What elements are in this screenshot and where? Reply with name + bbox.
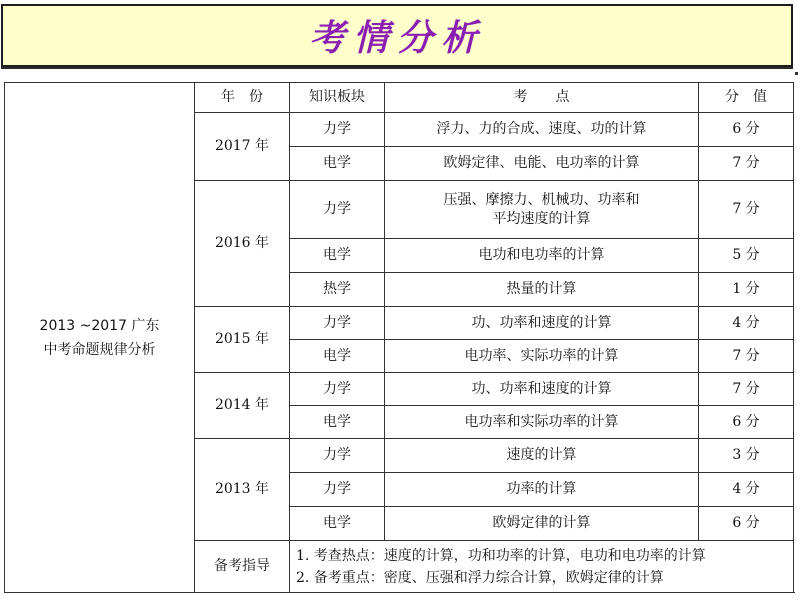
module-cell: 力学	[290, 113, 385, 147]
score-cell: 5 分	[699, 239, 794, 273]
module-cell: 力学	[290, 439, 385, 473]
page-title: 考情分析	[308, 17, 485, 59]
score-cell: 1 分	[699, 273, 794, 307]
module-cell: 力学	[290, 373, 385, 406]
header-row	[5, 83, 794, 113]
header-score: 分 值	[699, 83, 794, 113]
module-cell: 电学	[290, 147, 385, 181]
side-label-line2: 中考命题规律分析	[43, 341, 156, 358]
header-point: 考 点	[385, 83, 699, 113]
score-cell: 4 分	[699, 307, 794, 340]
score-cell: 7 分	[699, 147, 794, 181]
point-cell: 功、功率和速度的计算	[385, 373, 699, 406]
guide-line-2: 2. 备考重点：密度、压强和浮力综合计算，欧姆定律的计算	[296, 569, 664, 586]
point-cell: 功、功率和速度的计算	[385, 307, 699, 340]
guide-cell	[290, 541, 794, 593]
score-cell: 7 分	[699, 373, 794, 406]
header-year: 年 份	[195, 83, 290, 113]
corner-dot	[795, 72, 798, 75]
exam-analysis-table	[4, 82, 794, 593]
score-cell: 6 分	[699, 113, 794, 147]
score-cell: 3 分	[699, 439, 794, 473]
title-banner	[1, 4, 793, 67]
module-cell: 热学	[290, 273, 385, 307]
side-label-line1: 2013 ~2017 广东	[39, 317, 160, 334]
module-cell: 电学	[290, 239, 385, 273]
score-cell: 7 分	[699, 181, 794, 239]
point-cell: 电功和电功率的计算	[385, 239, 699, 273]
header-module: 知识板块	[290, 83, 385, 113]
point-cell: 电功率、实际功率的计算	[385, 340, 699, 373]
point-cell: 功率的计算	[385, 473, 699, 507]
guide-line-1: 1. 考查热点：速度的计算，功和功率的计算，电功和电功率的计算	[296, 547, 706, 564]
module-cell: 力学	[290, 473, 385, 507]
module-cell: 电学	[290, 340, 385, 373]
score-cell: 6 分	[699, 507, 794, 541]
point-cell	[385, 181, 699, 239]
year-cell: 2013 年	[195, 439, 290, 541]
point-cell: 欧姆定律的计算	[385, 507, 699, 541]
point-cell: 浮力、力的合成、速度、功的计算	[385, 113, 699, 147]
point-line: 平均速度的计算	[492, 210, 591, 227]
point-cell: 欧姆定律、电能、电功率的计算	[385, 147, 699, 181]
point-cell: 热量的计算	[385, 273, 699, 307]
score-cell: 4 分	[699, 473, 794, 507]
year-cell: 2017 年	[195, 113, 290, 181]
year-cell: 2015 年	[195, 307, 290, 373]
module-cell: 力学	[290, 307, 385, 340]
point-cell: 电功率和实际功率的计算	[385, 406, 699, 439]
point-cell: 速度的计算	[385, 439, 699, 473]
score-cell: 6 分	[699, 406, 794, 439]
module-cell: 电学	[290, 406, 385, 439]
module-cell: 电学	[290, 507, 385, 541]
year-cell: 2016 年	[195, 181, 290, 307]
guide-label: 备考指导	[195, 541, 290, 593]
score-cell: 7 分	[699, 340, 794, 373]
year-cell: 2014 年	[195, 373, 290, 439]
module-cell: 力学	[290, 181, 385, 239]
point-line: 压强、摩擦力、机械功、功率和	[443, 191, 640, 208]
side-label-cell	[5, 83, 195, 593]
